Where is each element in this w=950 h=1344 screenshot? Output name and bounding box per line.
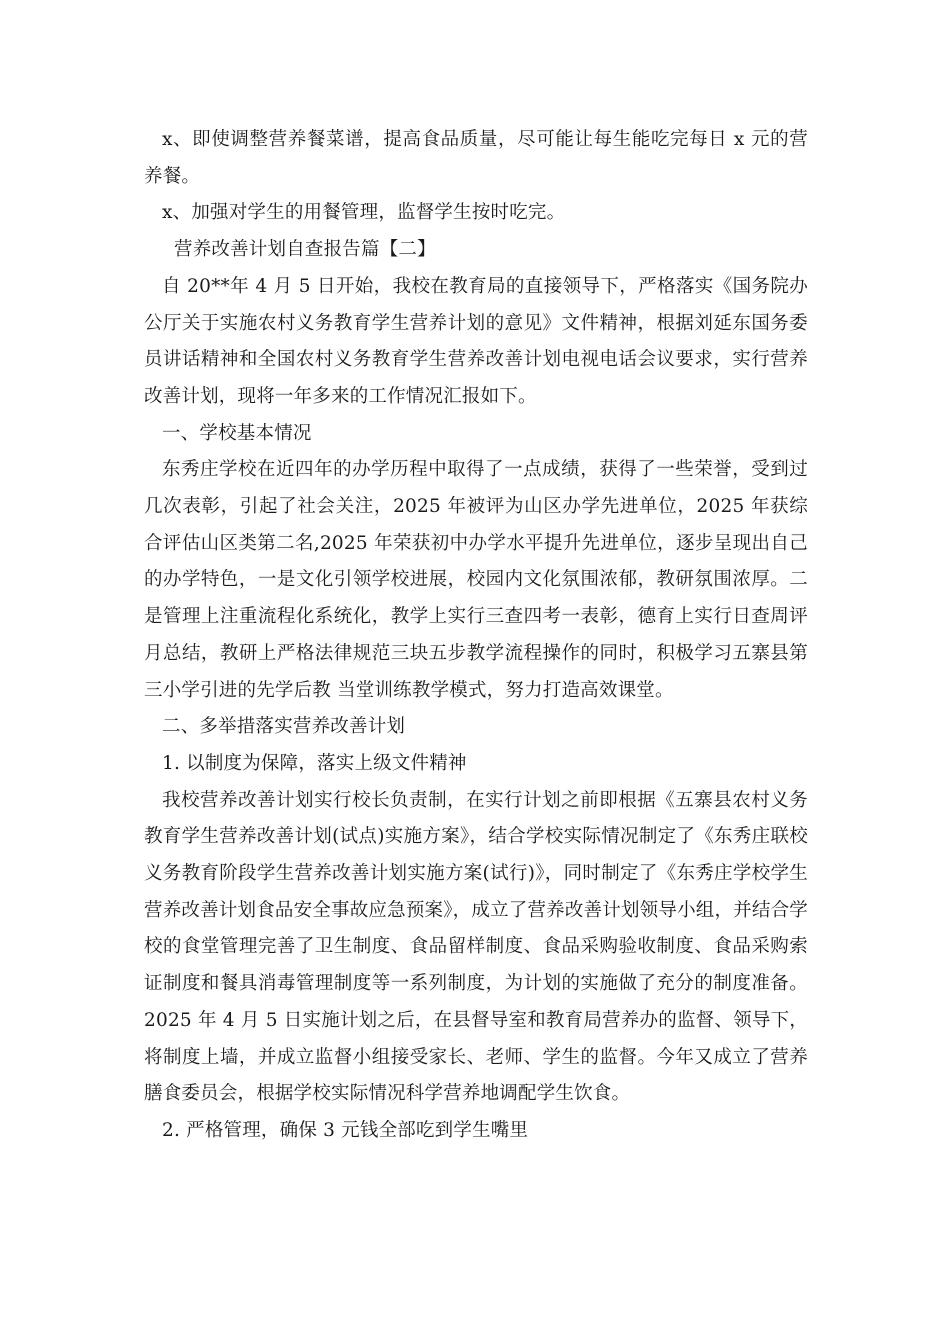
heading-school-basics: 一、学校基本情况 — [162, 422, 312, 444]
heading-measures: 二、多举措落实营养改善计划 — [162, 716, 406, 738]
paragraph-menu-adjustment: x、即使调整营养餐菜谱，提高食品质量，尽可能让每生能吃完每日 x 元的营养餐。 — [144, 129, 808, 187]
heading-strict-management: 2. 严格管理，确保 3 元钱全部吃到学生嘴里 — [162, 1119, 529, 1141]
heading-system-guarantee: 1. 以制度为保障，落实上级文件精神 — [162, 752, 467, 774]
paragraph-introduction: 自 20**年 4 月 5 日开始，我校在教育局的直接领导下，严格落实《国务院办公厅关于实施农村义务教育学生营养计划的意见》文件精神，根据刘延东国务委员讲话精神和全国农村义务教育学生营养改善计划电视电话会议要求，实行营养改善计划，现将一年多来的工作情况汇报如下。 — [144, 275, 808, 407]
section-title: 营养改善计划自查报告篇【二】 — [174, 239, 436, 261]
paragraph-meal-supervision: x、加强对学生的用餐管理，监督学生按时吃完。 — [162, 202, 566, 224]
paragraph-school-basics: 东秀庄学校在近四年的办学历程中取得了一点成绩，获得了一些荣誉，受到过几次表彰，引起了社会关注，2025 年被评为山区办学先进单位，2025 年获综合评估山区类第二名,2025 年荣获初中办学水平提升先进单位，逐步呈现出自己的办学特色，一是文化引领学校进展，校园内文化氛围浓郁，教研氛围浓厚。二是管理上注重流程化系统化，教学上实行三查四考一表彰，德育上实行日查周评月总结，教研上严格法律规范三块五步教学流程操作的同时，积极学习五寨县第三小学引进的先学后教 当堂训练教学模式，努力打造高效课堂。 — [144, 459, 808, 701]
document-body — [144, 122, 808, 1150]
paragraph-system-guarantee: 我校营养改善计划实行校长负责制，在实行计划之前即根据《五寨县农村义务教育学生营养改善计划(试点)实施方案》，结合学校实际情况制定了《东秀庄联校义务教育阶段学生营养改善计划实施方案(试行)》，同时制定了《东秀庄学校学生营养改善计划食品安全事故应急预案》，成立了营养改善计划领导小组，并结合学校的食堂管理完善了卫生制度、食品留样制度、食品采购验收制度、食品采购索证制度和餐具消毒管理制度等一系列制度，为计划的实施做了充分的制度准备。2025 年 4 月 5 日实施计划之后，在县督导室和教育局营养办的监督、领导下，将制度上墙，并成立监督小组接受家长、老师、学生的监督。今年又成立了营养膳食委员会，根据学校实际情况科学营养地调配学生饮食。 — [144, 789, 808, 1105]
